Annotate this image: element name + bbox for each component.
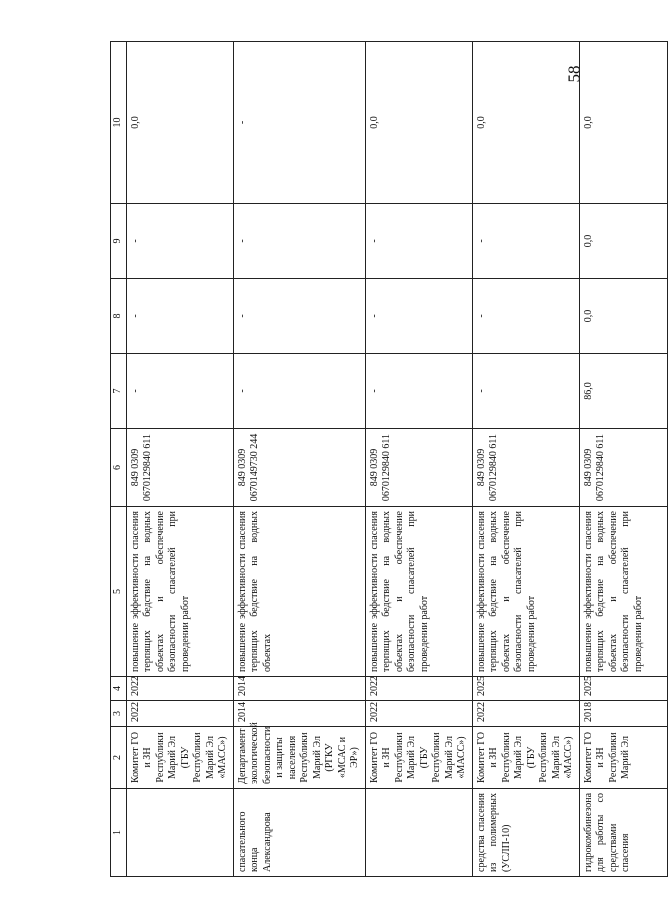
cell-col-9: -: [233, 204, 365, 279]
col-header: 6: [111, 429, 127, 507]
cell-col-6: 849 0309 0670129840 611: [365, 429, 472, 507]
cell-col-1: [126, 789, 233, 877]
col-header: 9: [111, 204, 127, 279]
cell-col-7: -: [365, 354, 472, 429]
col-header: 1: [111, 789, 127, 877]
cell-col-6: 849 0309 0670129840 611: [126, 429, 233, 507]
table-row: [126, 42, 233, 877]
cell-col-2: Комитет ГО и ЗН Республики Марий Эл (ГБУ Республики Марий Эл «МАСС»): [365, 727, 472, 789]
cell-col-5: повышение эффективности спасения терпящих бедствие на водных объектах и обеспечение безопасности спасателей при проведении работ: [126, 507, 233, 677]
cell-col-1: средства спасения из полимерных (УСЛП-10): [472, 789, 579, 877]
table-row: [365, 42, 472, 877]
cell-col-10: 0,0: [472, 42, 579, 204]
cell-col-4: 2025: [472, 677, 579, 701]
program-table: [110, 41, 668, 877]
cell-col-7: -: [126, 354, 233, 429]
table-row: [579, 42, 667, 877]
cell-col-1: гидрокомбинезона для работы со средствами спасения: [579, 789, 667, 877]
cell-col-2: Департамент экологической безопасности и защиты населения Республики Марий Эл (РГКУ «МСАС и ЭР»): [233, 727, 365, 789]
cell-col-3: 2022: [365, 701, 472, 727]
cell-col-3: 2018: [579, 701, 667, 727]
cell-col-4: 2022: [365, 677, 472, 701]
col-header: 5: [111, 507, 127, 677]
cell-col-1: спасательного конца Александрова: [233, 789, 365, 877]
cell-col-10: 0,0: [126, 42, 233, 204]
cell-col-3: 2022: [472, 701, 579, 727]
col-header: 7: [111, 354, 127, 429]
cell-col-10: 0,0: [579, 42, 667, 204]
cell-col-4: 2025: [579, 677, 667, 701]
cell-col-10: 0,0: [365, 42, 472, 204]
cell-col-3: 2022: [126, 701, 233, 727]
cell-col-6: 849 0309 0670129840 611: [472, 429, 579, 507]
cell-col-5: повышение эффективности спасения терпящих бедствие на водных объектах: [233, 507, 365, 677]
cell-col-5: повышение эффективности спасения терпящих бедствие на водных объектах и обеспечение безопасности спасателей при проведении работ: [365, 507, 472, 677]
cell-col-1: [365, 789, 472, 877]
page-number: 58: [564, 65, 584, 83]
cell-col-6: 849 0309 0670129840 611: [579, 429, 667, 507]
cell-col-4: 2014: [233, 677, 365, 701]
cell-col-7: -: [233, 354, 365, 429]
cell-col-7: 86,0: [579, 354, 667, 429]
col-header: 4: [111, 677, 127, 701]
table-row: [472, 42, 579, 877]
cell-col-6: 849 0309 0670149730 244: [233, 429, 365, 507]
cell-col-8: -: [472, 279, 579, 354]
cell-col-7: -: [472, 354, 579, 429]
cell-col-2: Комитет ГО и ЗН Республики Марий Эл (ГБУ Республики Марий Эл «МАСС»): [126, 727, 233, 789]
cell-col-8: -: [365, 279, 472, 354]
cell-col-9: -: [472, 204, 579, 279]
col-header: 3: [111, 701, 127, 727]
cell-col-8: -: [126, 279, 233, 354]
col-header: 8: [111, 279, 127, 354]
cell-col-2: Комитет ГО и ЗН Республики Марий Эл: [579, 727, 667, 789]
cell-col-10: -: [233, 42, 365, 204]
cell-col-9: -: [365, 204, 472, 279]
table-row: [233, 42, 365, 877]
cell-col-9: -: [126, 204, 233, 279]
cell-col-3: 2014: [233, 701, 365, 727]
col-header: 2: [111, 727, 127, 789]
cell-col-5: повышение эффективности спасения терпящих бедствие на водных объектах и обеспечение безопасности спасателей при проведении работ: [472, 507, 579, 677]
column-number-row: [111, 42, 127, 877]
cell-col-9: 0,0: [579, 204, 667, 279]
cell-col-2: Комитет ГО и ЗН Республики Марий Эл (ГБУ Республики Марий Эл «МАСС»): [472, 727, 579, 789]
cell-col-4: 2022: [126, 677, 233, 701]
cell-col-8: -: [233, 279, 365, 354]
col-header: 10: [111, 42, 127, 204]
cell-col-5: повышение эффективности спасения терпящих бедствие на водных объектах и обеспечение безопасности спасателей при проведении работ: [579, 507, 667, 677]
cell-col-8: 0,0: [579, 279, 667, 354]
